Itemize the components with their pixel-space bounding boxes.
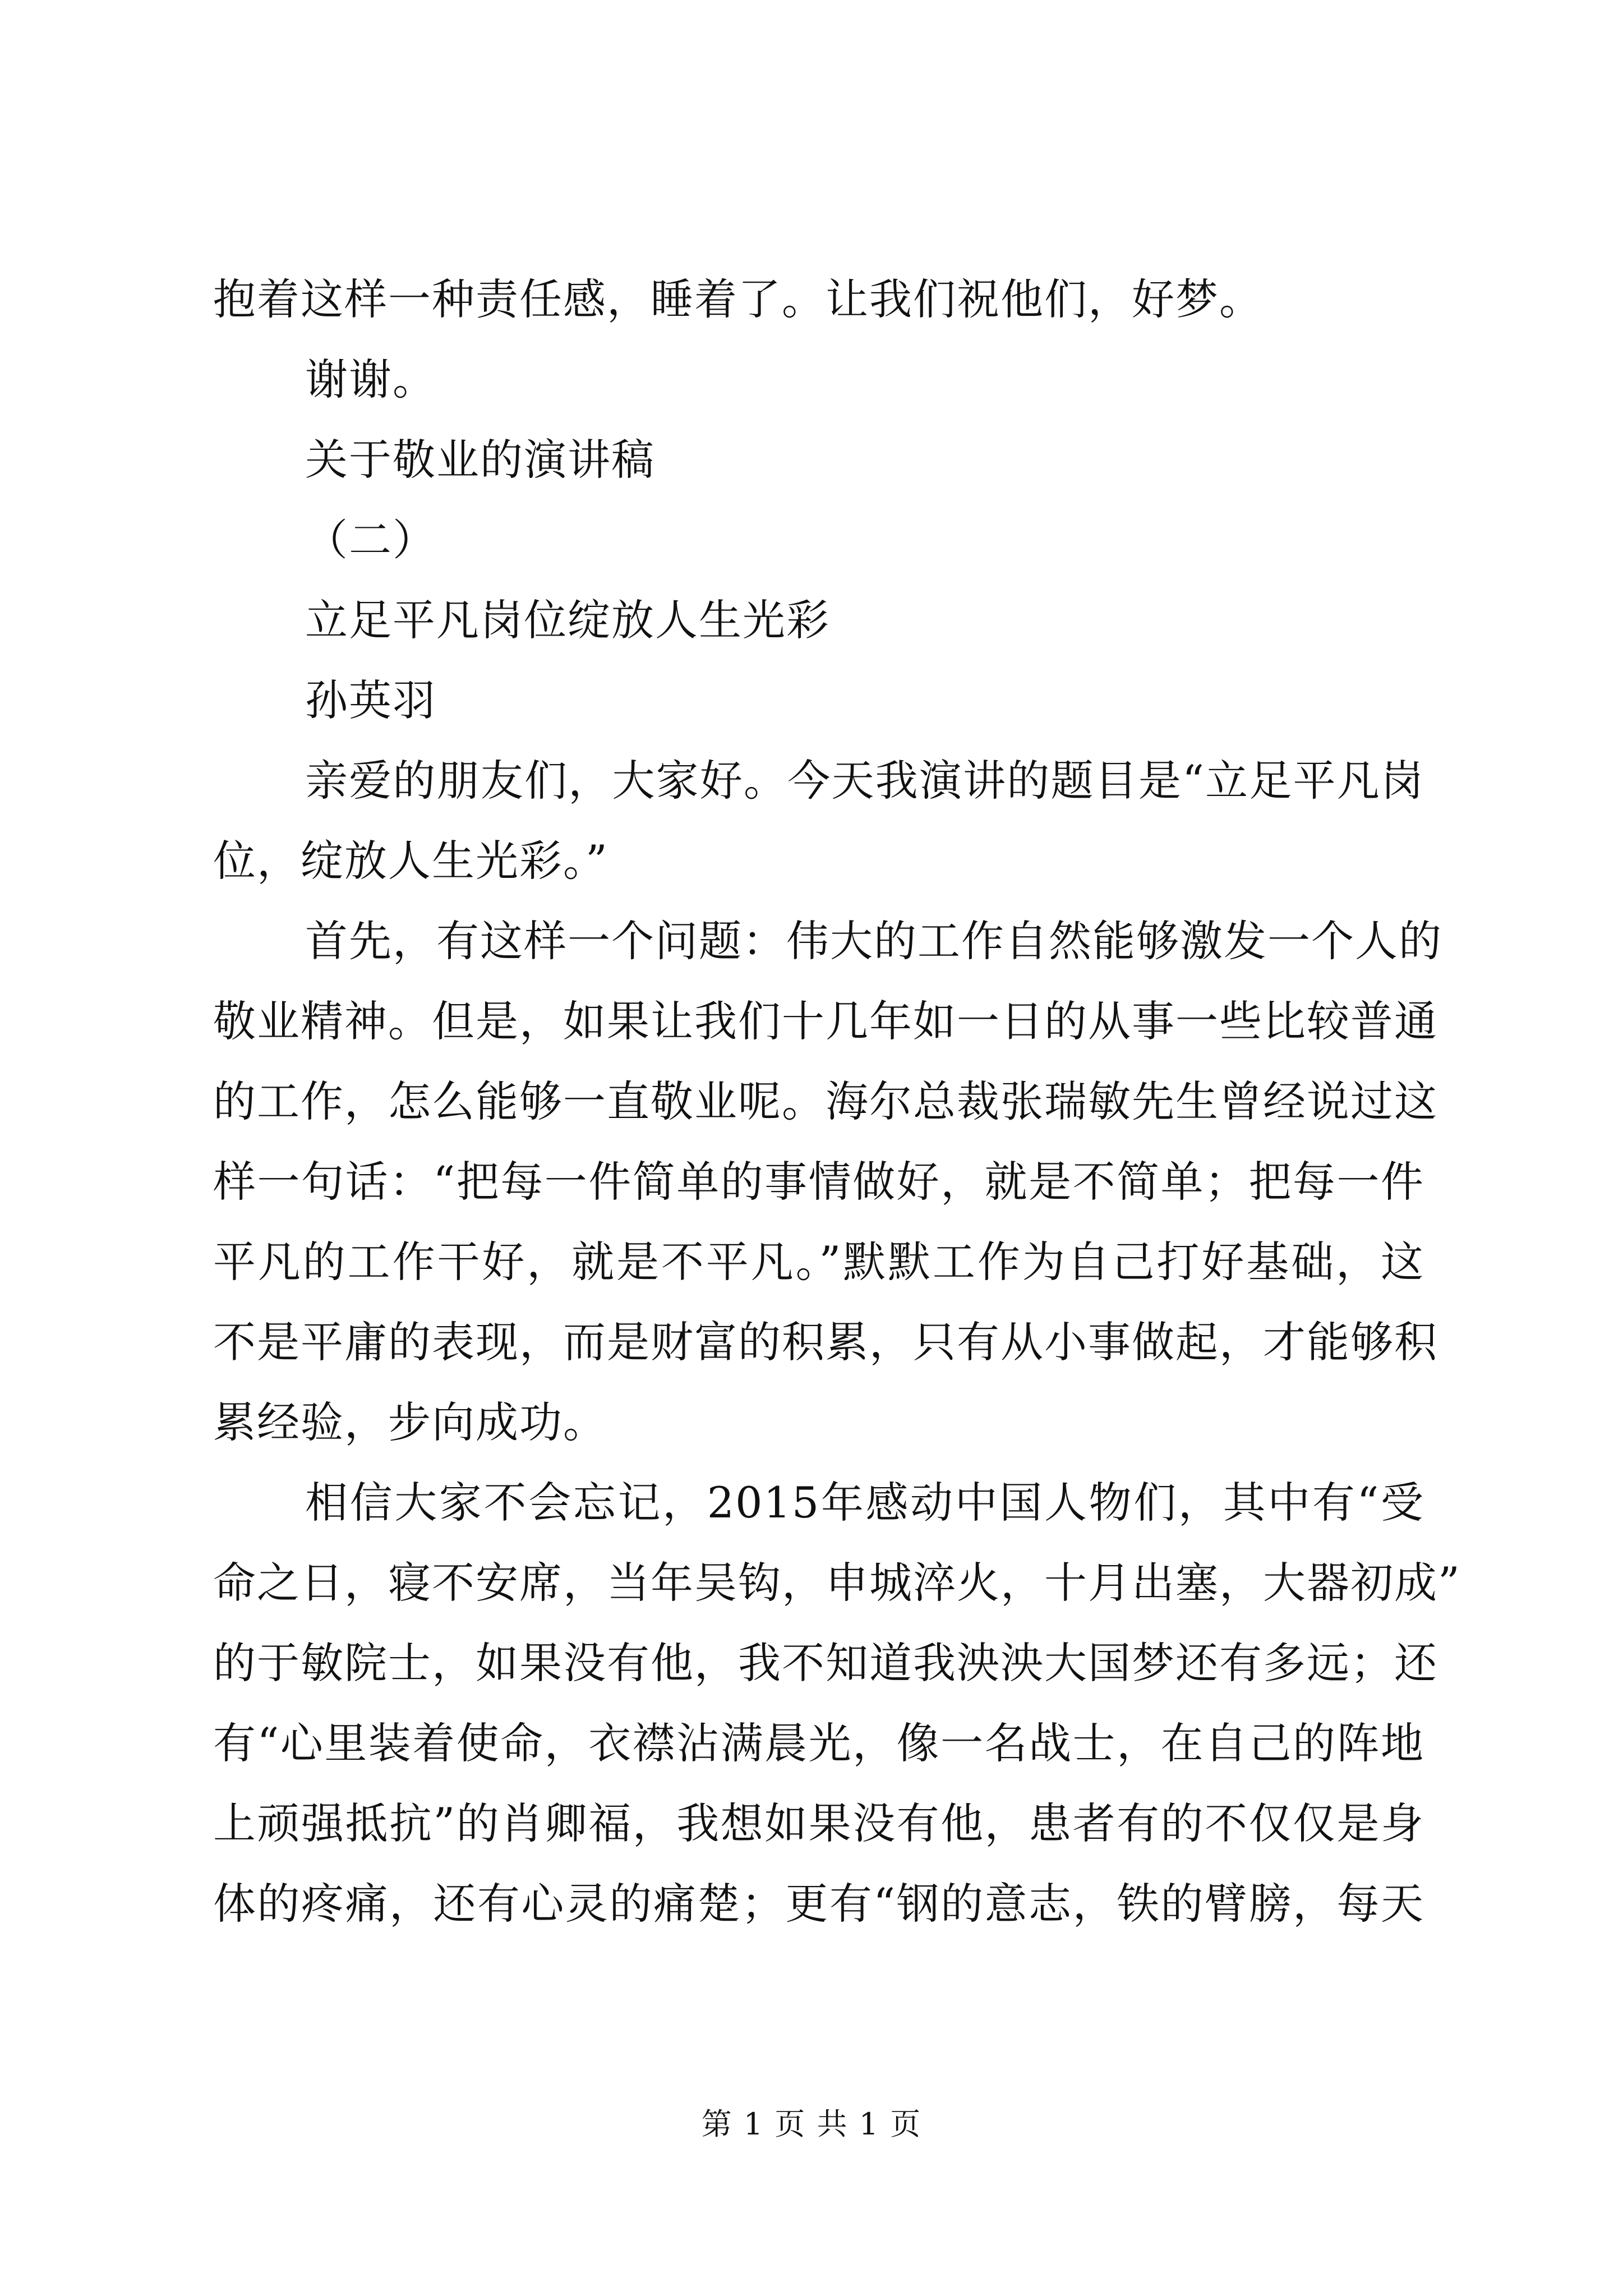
text-line: 命之日，寝不安席，当年吴钩，申城淬火，十月出塞，大器初成” [213,1558,1461,1608]
text-line: 首先，有这样一个问题：伟大的工作自然能够激发一个人的 [305,916,1442,966]
text-line: 不是平庸的表现，而是财富的积累，只有从小事做起，才能够积 [213,1317,1438,1367]
section-number: （二） [305,515,436,565]
text-line: 相信大家不会忘记，2015年感动中国人物们，其中有“受 [305,1478,1424,1527]
text-line: 位，绽放人生光彩。” [213,836,608,886]
text-line: 亲爱的朋友们，大家好。今天我演讲的题目是“立足平凡岗 [305,756,1424,806]
text-line: 体的疼痛，还有心灵的痛楚；更有“钢的意志，铁的臂膀，每天 [213,1879,1424,1929]
text-line: 有“心里装着使命，衣襟沾满晨光，像一名战士，在自己的阵地 [213,1718,1424,1768]
document-body [213,259,1461,1944]
document-heading: 关于敬业的演讲稿 [305,435,655,485]
text-line: 谢谢。 [305,355,436,404]
text-line: 敬业精神。但是，如果让我们十几年如一日的从事一些比较普通 [213,996,1438,1046]
text-line: 样一句话：“把每一件简单的事情做好，就是不简单；把每一件 [213,1157,1424,1207]
author-name: 孙英羽 [305,675,436,725]
text-line: 累经验，步向成功。 [213,1397,607,1447]
text-line: 的工作，怎么能够一直敬业呢。海尔总裁张瑞敏先生曾经说过这 [213,1076,1438,1126]
text-line: 的于敏院士，如果没有他，我不知道我泱泱大国梦还有多远；还 [213,1638,1438,1688]
speech-title: 立足平凡岗位绽放人生光彩 [305,595,830,645]
text-line: 抱着这样一种责任感，睡着了。让我们祝他们，好梦。 [213,274,1263,324]
text-line: 平凡的工作干好，就是不平凡。”默默工作为自己打好基础，这 [213,1237,1424,1287]
page-footer: 第 1 页 共 1 页 [701,2106,922,2142]
text-line: 上顽强抵抗”的肖卿福，我想如果没有他，患者有的不仅仅是身 [213,1798,1424,1848]
